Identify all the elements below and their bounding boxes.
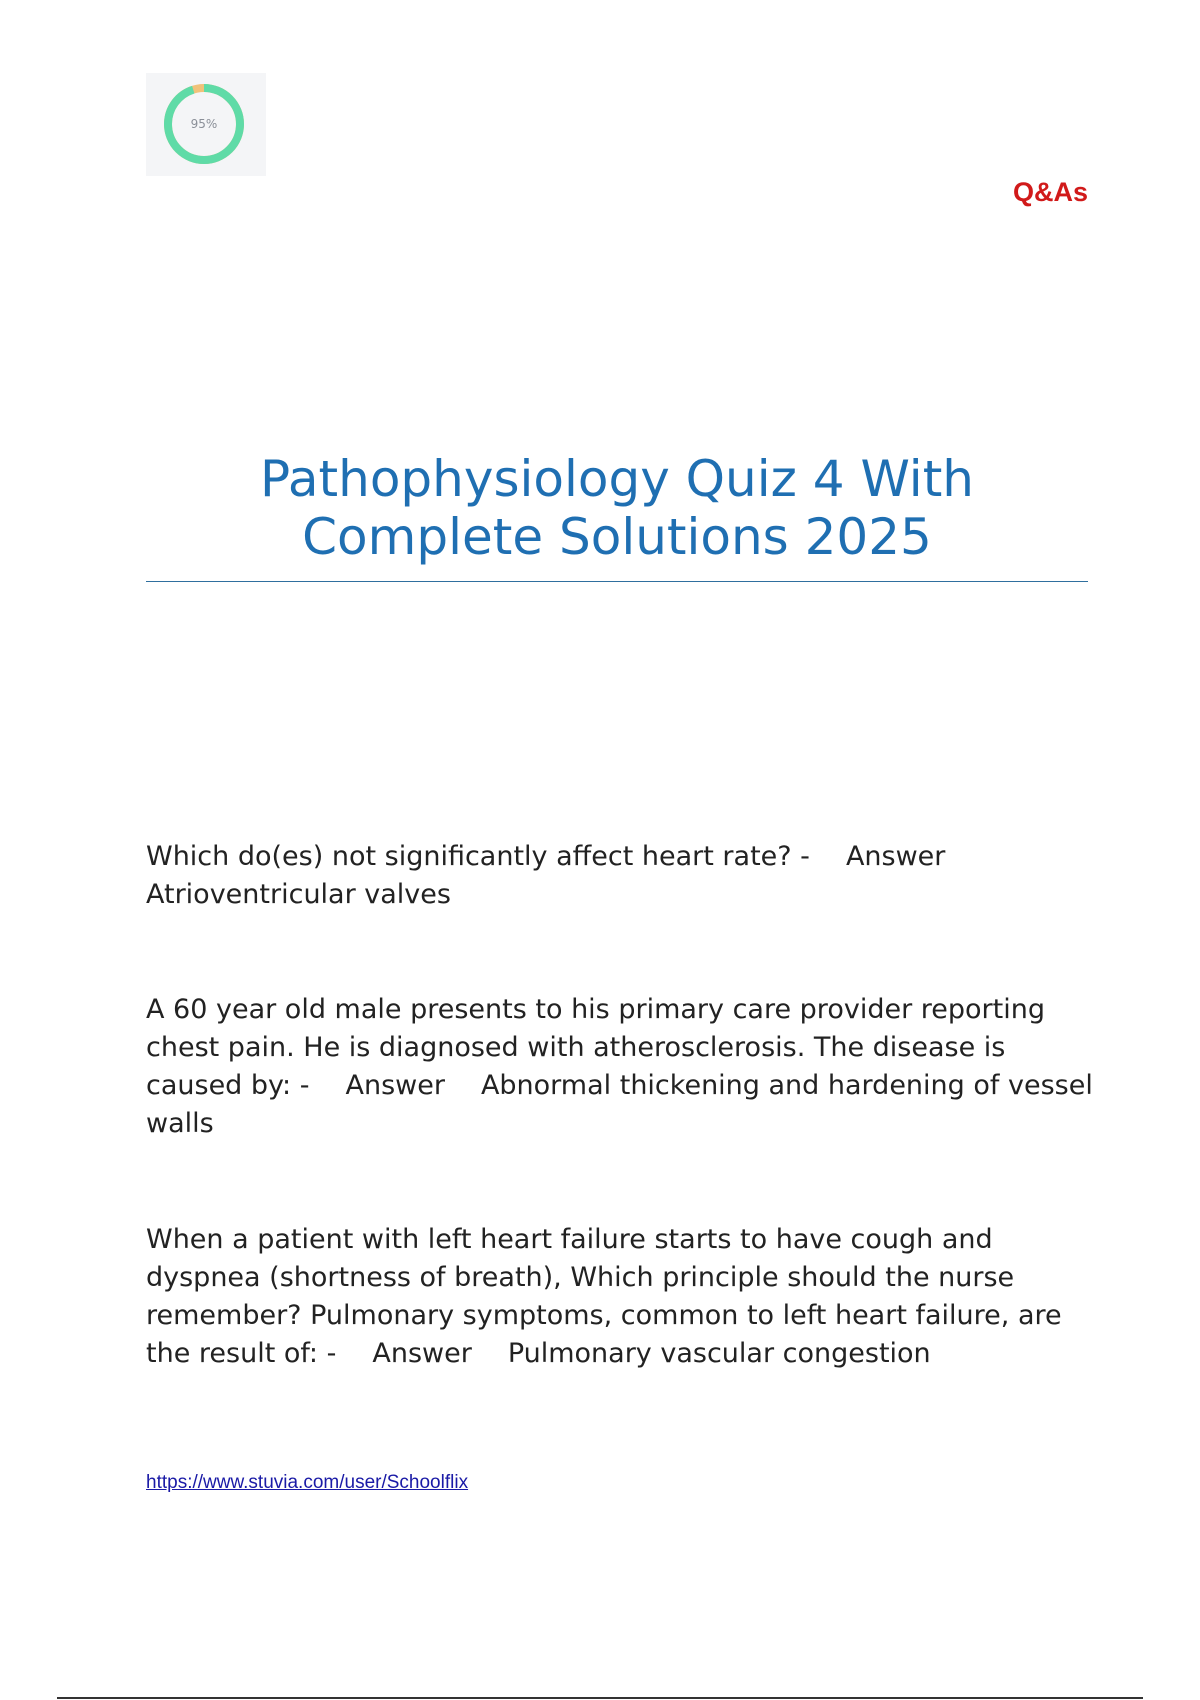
title-divider xyxy=(146,581,1088,582)
answer-text: Atrioventricular valves xyxy=(146,879,451,910)
question-text: When a patient with left heart failure starts to have cough and dyspnea (shortness of breath), Which principle should the nurse remember? Pulmonary symptoms, common to left heart failure, are the result of: - xyxy=(146,1224,1062,1369)
title-line-1: Pathophysiology Quiz 4 With xyxy=(260,450,974,508)
qa-item-3 xyxy=(146,1221,1096,1373)
progress-badge xyxy=(146,73,266,176)
answer-text: Abnormal thickening and hardening of vessel walls xyxy=(146,1070,1093,1139)
qa-item-2 xyxy=(146,991,1096,1143)
page-bottom-rule xyxy=(57,1697,1143,1699)
qa-item-1 xyxy=(146,838,1096,914)
question-text: Which do(es) not significantly affect heart rate? - xyxy=(146,841,810,872)
question-text: A 60 year old male presents to his primary care provider reporting chest pain. He is diagnosed with atherosclerosis. The disease is caused by: - xyxy=(146,994,1045,1101)
progress-badge-text: 95% xyxy=(190,117,218,131)
answer-label: Answer xyxy=(372,1338,472,1369)
qa-label: Q&As xyxy=(1012,177,1088,207)
answer-label: Answer xyxy=(345,1070,445,1101)
answer-text: Pulmonary vascular congestion xyxy=(507,1338,931,1369)
author-profile-link[interactable]: https://www.stuvia.com/user/Schoolflix xyxy=(146,1472,469,1493)
answer-label: Answer xyxy=(845,841,946,872)
page-title xyxy=(146,450,1088,566)
title-line-2: Complete Solutions 2025 xyxy=(302,508,932,566)
